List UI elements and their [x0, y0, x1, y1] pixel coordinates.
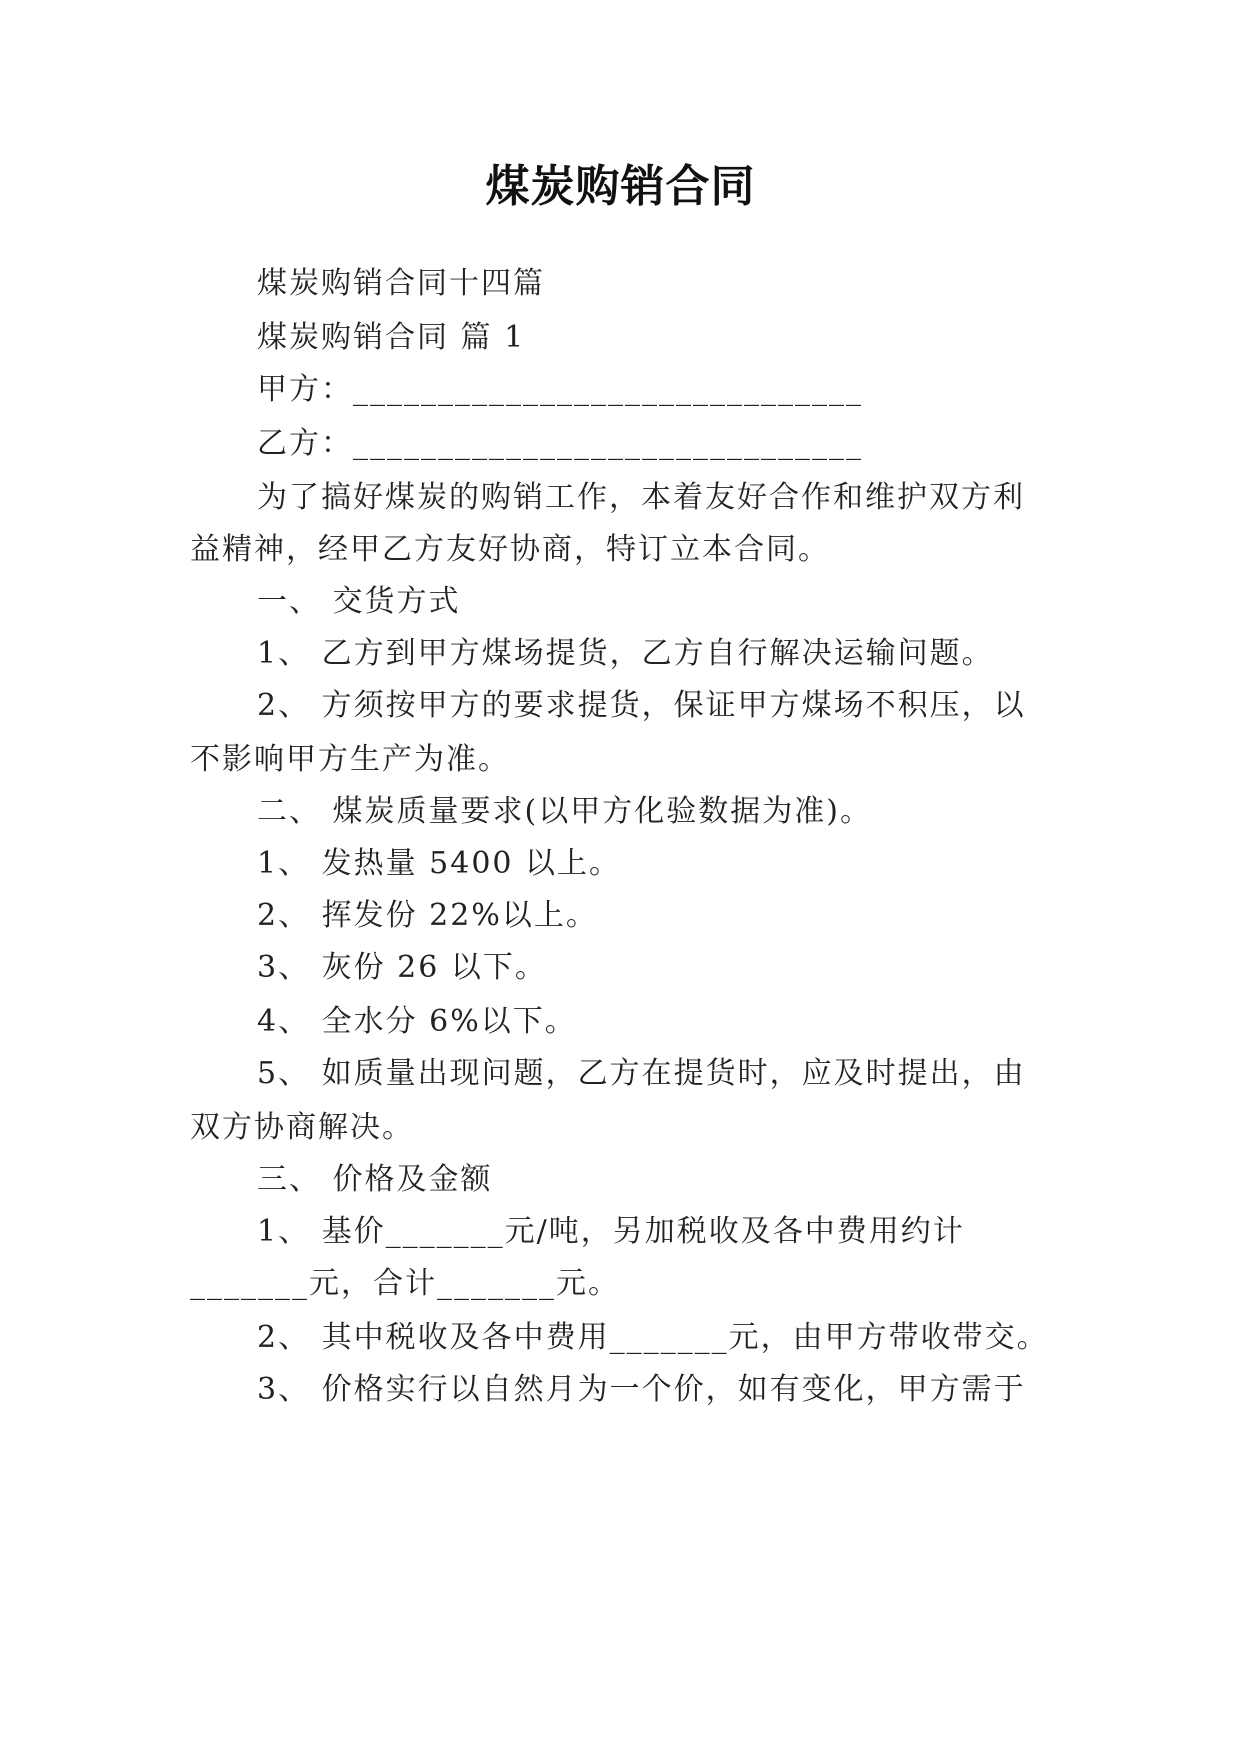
paragraph-line: 1、 基价_______元/吨，另加税收及各中费用约计 — [257, 1214, 965, 1249]
section-heading: 二、 煤炭质量要求(以甲方化验数据为准)。 — [257, 794, 872, 829]
paragraph-line: 3、 灰份 26 以下。 — [257, 950, 547, 985]
party-a-line: 甲方：______________________________ — [257, 372, 863, 407]
subtitle-article: 煤炭购销合同 篇 1 — [257, 320, 526, 355]
party-b-line: 乙方：______________________________ — [257, 426, 863, 461]
paragraph-line: 4、 全水分 6%以下。 — [257, 1004, 577, 1039]
section-heading: 一、 交货方式 — [257, 584, 461, 619]
section-heading: 三、 价格及金额 — [257, 1162, 493, 1197]
paragraph-line: 2、 挥发份 22%以上。 — [257, 898, 598, 933]
paragraph-line: 益精神，经甲乙方友好协商，特订立本合同。 — [190, 532, 830, 567]
paragraph-line: 5、 如质量出现问题，乙方在提货时，应及时提出，由 — [257, 1056, 1026, 1091]
paragraph-line: _______元，合计_______元。 — [190, 1266, 620, 1301]
document-title: 煤炭购销合同 — [485, 161, 756, 212]
paragraph-line: 不影响甲方生产为准。 — [190, 742, 510, 777]
paragraph-line: 双方协商解决。 — [190, 1110, 414, 1145]
paragraph-line: 1、 发热量 5400 以上。 — [257, 846, 622, 881]
paragraph-line: 2、 其中税收及各中费用_______元，由甲方带收带交。 — [257, 1320, 1049, 1355]
paragraph-line: 1、 乙方到甲方煤场提货，乙方自行解决运输问题。 — [257, 636, 994, 671]
paragraph-line: 3、 价格实行以自然月为一个价，如有变化，甲方需于 — [257, 1372, 1026, 1407]
paragraph-line: 2、 方须按甲方的要求提货，保证甲方煤场不积压，以 — [257, 688, 1026, 723]
subtitle-collection: 煤炭购销合同十四篇 — [257, 266, 545, 301]
paragraph-line: 为了搞好煤炭的购销工作，本着友好合作和维护双方利 — [257, 480, 1025, 515]
